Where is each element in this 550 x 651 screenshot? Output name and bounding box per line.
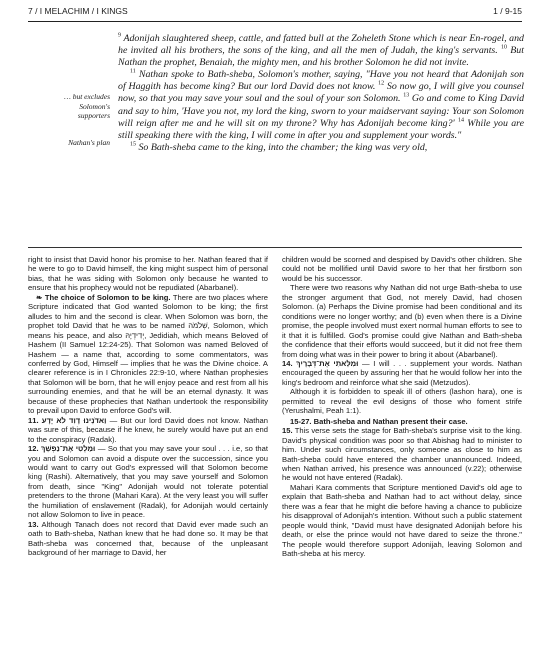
verse-text: So Bath-sheba came to the king, into the chamber; the king was very old, (136, 141, 428, 153)
header-right: 1 / 9-15 (493, 6, 522, 16)
commentary-text: Although Tanach does not record that David ever made such an oath to Bath-sheba, Nathan knew that he had done so. It may be that Bath-sheba was concerned that, because of the unpleasant background of her marriage to David, her (28, 519, 268, 558)
commentary-left-column (28, 255, 268, 558)
commentary-lemma: 12. וּמַלְטִי אֶת־נַפְשֵׁךְ (28, 444, 96, 454)
commentary-text: This verse sets the stage for Bath-sheba's surprise visit to the king. David's physical condition was poor so that Abishag had to minister to him. Under such circumstances, only someone as close to him as Bath-sheba could have entered the chamber unannounced. Indeed, when Nathan arrived, his presence was announced (v.22); otherwise he would not have entered (Radak). (282, 426, 522, 483)
header-left: 7 / I MELACHIM / I KINGS (28, 6, 128, 16)
commentary-text: — But our lord David does not know. Nathan was sure of this, because if he knew, he surely would have put an end to the conspiracy (Radak). (28, 415, 268, 444)
translation-paragraph (118, 142, 524, 154)
verse-number: 15 (130, 141, 136, 148)
commentary-paragraph (282, 359, 522, 387)
commentary-text: Although it is forbidden to speak ill of others (lashon hara), one is permitted to reveal the evil designs of those who foment strife (Yerushalmi, Peah 1:1). (282, 387, 522, 416)
commentary-paragraph (282, 387, 522, 415)
commentary-text: Mahari Kara comments that Scripture mentioned David's old age to explain that Bath-sheba and Nathan had to act without delay, since there was a fear that he might die before having a chance to publicize his disapproval of Adonijah's intention. Without such a public statement people would think, "David must have designated Adonijah before his death, or else the prince would not have dared to seize the throne." The people would therefore support Adonijah, leaving Solomon and Bath-sheba at his mercy. (282, 482, 522, 559)
commentary-paragraph (282, 483, 522, 559)
commentary-paragraph (28, 293, 268, 416)
verse-text: While you are still speaking there with the king, I will come in after you and supplement your words." (118, 117, 525, 141)
verse-text: Adonijah slaughtered sheep, cattle, and fatted bull at the Zoheleth Stone which is near En-rogel, and he invited all his brothers, the sons of the king, and all the men of Judah, the king's servants. (118, 33, 524, 57)
translation-text (118, 33, 524, 154)
commentary-lemma: 15. (282, 426, 293, 436)
commentary-lemma: 14. וּמִלֵּאתִי אֶת־דְּבָרָיִךְ (282, 358, 359, 368)
commentary-text: There are two places where Scripture indicated that God wanted Solomon to be king; the first alludes to him and the second is clear. When Solomon was born, the prophet told David that he was to be named שְׁלֹמֹה, Solomon, which means his peace, and also יְדִידְיָהּ, Jedidiah, which means Beloved of Hashem (II Samuel 12:24-25). That Solomon was named Beloved of Hashem — a name that, according to some commentators, was conferred by God, Himself — implies that he was the Divine choice. A clearer reference is in I Chronicles 22:9-10, where Nathan prophesies that Solomon will be born, that he will enjoy peace and rest from all his surrounding enemies, and that he will be an eternal dynasty. It was because of these prophecies that Nathan undertook the responsibility to prevail upon David to enforce God's will. (28, 292, 268, 416)
verse-text: But Nathan the prophet, Benaiah, the mighty men, and his brother Solomon he did not invite. (118, 45, 524, 69)
commentary-text: right to insist that David honor his promise to her. Nathan feared that if he were to go to David himself, the king might suspect him of personal bias, that he was siding with Solomon only because he wanted to ensure that his prophecy would not be repudiated (Abarbanel). (28, 255, 268, 293)
commentary-lemma: 13. (28, 519, 39, 529)
verse-number: 13 (403, 93, 410, 100)
header-rule (28, 21, 522, 22)
verse-text: Nathan spoke to Bath-sheba, Solomon's mother, saying, "Have you not heard that Adonijah son of Haggith has become king? But our lord David does not know. (118, 69, 524, 93)
commentary-paragraph (282, 426, 522, 483)
verse-number: 14 (457, 117, 464, 124)
section-heading: 15-27. Bath-sheba and Nathan present their case. (290, 416, 468, 426)
side-note-excludes: … but excludes Solomon's supporters (64, 92, 110, 120)
commentary-paragraph (28, 255, 268, 293)
commentary-lemma: 11. וַאדֹנֵינוּ דָוִד לֹא יָדָע (28, 415, 107, 425)
verse-text: Go and come to King David and say to him, 'Have you not, my lord the king, sworn to your maidservant saying: Your son Solomon will reign after me and he will sit on my throne? Why has Adonijah become king?' (118, 93, 525, 129)
translation-paragraph (118, 33, 524, 69)
verse-number: 9 (118, 32, 121, 39)
commentary-right-column (282, 255, 522, 559)
commentary-divider (28, 247, 522, 248)
commentary-lemma: ❧ The choice of Solomon to be king. (36, 292, 171, 302)
verse-number: 10 (501, 44, 508, 51)
commentary-text: There were two reasons why Nathan did not urge Bath-sheba to use the stronger argument that God, not merely David, had chosen Solomon. (a) Perhaps the Divine promise had been conditional and its conditions were no longer worthy; and (b) even when there is a Divine promise, the people involved must exert normal human efforts to see to it that it is fulfilled. God's promise could give Nathan and Bath-sheba the confidence that their efforts would succeed, but it did not free them from doing what was in their power to bring it about (Abarbanel). (282, 283, 522, 359)
commentary-paragraph (28, 520, 268, 558)
commentary-text: children would be scorned and despised by David's other children. She could not be mollified until David swore to her that her firstborn son would be his successor. (282, 255, 522, 283)
verse-number: 12 (378, 81, 385, 88)
commentary-paragraph (28, 444, 268, 520)
commentary-text: — I will . . . supplement your words. Nathan encouraged the queen by assuring her that he would follow her into the king's bedroom and reinforce what she said (Metzudos). (282, 358, 522, 387)
verse-text: So now go, I will give you counsel now, so that you may save your soul and the soul of your son Solomon. (118, 81, 525, 105)
commentary-paragraph (282, 255, 522, 283)
commentary-text: — So that you may save your soul . . . i.e, so that you and Solomon can avoid a dispute over the succession, since you would want to carry out God's expressed will that Solomon become king (Rashi). Alternatively, that you may save yourself and Solomon from death, since "King" Adonijah would not tolerate potential pretenders to the throne (Mahari Kara). At the very least you will suffer the humiliation of enslavement (Radak), for Adonijah would certainly not allow Solomon to live in peace. (28, 444, 268, 520)
commentary-paragraph (282, 283, 522, 359)
side-note-nathans-plan: Nathan's plan (68, 138, 110, 147)
commentary-paragraph (28, 416, 268, 444)
verse-number: 11 (130, 68, 136, 75)
running-header (28, 6, 522, 20)
translation-paragraph (118, 69, 524, 142)
